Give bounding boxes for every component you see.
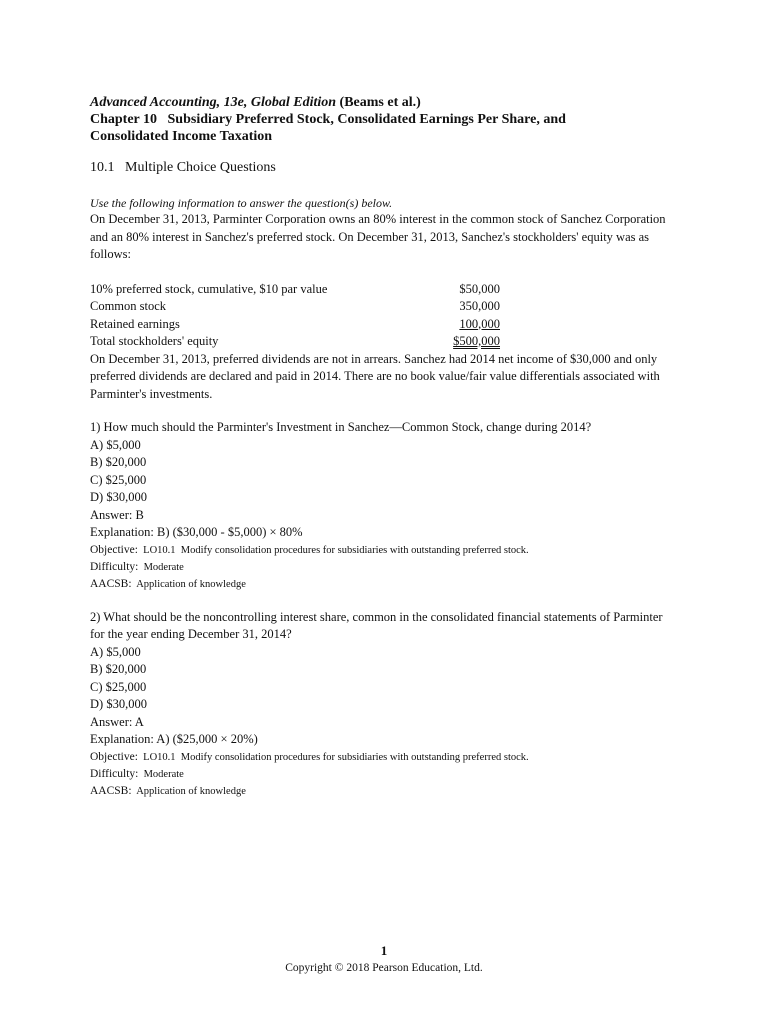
answer-key: Answer: A: [90, 714, 144, 729]
answer-option: B) $20,000: [90, 662, 147, 676]
equity-amount-value: 350,000: [459, 299, 500, 313]
copyright-notice: Copyright © 2018 Pearson Education, Ltd.: [285, 962, 483, 974]
difficulty-line: [90, 559, 680, 576]
equity-table-row: [90, 316, 500, 334]
difficulty-label: Difficulty:: [90, 767, 139, 780]
answer-option: D) $30,000: [90, 490, 147, 504]
answer-key: Answer: B: [90, 507, 144, 522]
objective-text: LO10.1 Modify consolidation procedures for subsidiaries with outstanding preferred stock.: [137, 751, 529, 763]
aacsb-label: AACSB:: [90, 784, 132, 797]
page-number: 1: [380, 943, 388, 958]
book-title: Advanced Accounting, 13e, Global Edition: [90, 95, 337, 110]
equity-row-amount: [420, 316, 500, 334]
answer-option: C) $25,000: [90, 472, 147, 487]
equity-table-row: [90, 281, 500, 299]
equity-row-label: Total stockholders' equity: [90, 334, 219, 348]
equity-table-row: [90, 333, 500, 351]
objective-text: LO10.1 Modify consolidation procedures for subsidiaries with outstanding preferred stock.: [137, 544, 529, 556]
instruction-text: Use the following information to answer the question(s) below.: [90, 196, 393, 210]
aacsb-text: Application of knowledge: [131, 785, 246, 797]
aacsb-text: Application of knowledge: [131, 578, 246, 590]
difficulty-text: Moderate: [138, 561, 184, 573]
equity-row-label: 10% preferred stock, cumulative, $10 par value: [90, 281, 328, 296]
second-paragraph: On December 31, 2013, preferred dividends are not in arrears. Sanchez had 2014 net income of $30,000 and only preferred dividends are declared and paid in 2014. There are no book value/fair value differentials associated with Parminter's investments.: [90, 351, 660, 401]
question-text: 1) How much should the Parminter's Investment in Sanchez—Common Stock, change during 2014?: [90, 420, 592, 434]
aacsb-line: [90, 576, 680, 593]
intro-paragraph: On December 31, 2013, Parminter Corporation owns an 80% interest in the common stock of Sanchez Corporation and an 80% interest in Sanchez's preferred stock. On December 31, 2013, Sanchez's stockholders' equity was as follows:: [90, 212, 666, 261]
equity-row-amount: [420, 281, 500, 299]
answer-option: A) $5,000: [90, 644, 141, 659]
document-page: [90, 94, 680, 800]
aacsb-label: AACSB:: [90, 577, 132, 590]
difficulty-text: Moderate: [138, 768, 184, 780]
objective-label: Objective:: [90, 543, 138, 556]
difficulty-label: Difficulty:: [90, 560, 139, 573]
answer-option: D) $30,000: [90, 697, 147, 711]
question-text: 2) What should be the noncontrolling interest share, common in the consolidated financial statements of Parminter for the year ending December 31, 2014?: [90, 609, 663, 641]
equity-amount-value: $500,000: [453, 334, 500, 348]
difficulty-line: [90, 766, 680, 783]
answer-option: B) $20,000: [90, 455, 147, 469]
objective-label: Objective:: [90, 750, 138, 763]
book-authors: (Beams et al.): [339, 95, 421, 110]
objective-line: [90, 749, 680, 766]
answer-option: A) $5,000: [90, 437, 141, 452]
aacsb-line: [90, 783, 680, 800]
question-block: [90, 419, 680, 593]
chapter-title-line-2: Consolidated Income Taxation: [90, 129, 273, 144]
question-list: [90, 419, 680, 800]
equity-row-label: Common stock: [90, 299, 167, 313]
book-title-line: [90, 94, 680, 111]
equity-row-amount: [420, 333, 500, 351]
answer-option: C) $25,000: [90, 679, 147, 694]
chapter-title-line-1: Chapter 10 Subsidiary Preferred Stock, Consolidated Earnings Per Share, and: [90, 112, 566, 127]
equity-amount-value: $50,000: [459, 281, 500, 296]
objective-line: [90, 542, 680, 559]
equity-row-label: Retained earnings: [90, 316, 180, 331]
explanation-text: Explanation: B) ($30,000 - $5,000) × 80%: [90, 525, 303, 539]
question-block: [90, 609, 680, 800]
explanation-text: Explanation: A) ($25,000 × 20%): [90, 732, 258, 746]
stockholders-equity-table: [90, 281, 500, 351]
equity-table-row: [90, 298, 500, 316]
equity-amount-value: 100,000: [459, 316, 500, 331]
section-heading: 10.1 Multiple Choice Questions: [90, 160, 276, 175]
equity-row-amount: [420, 298, 500, 316]
